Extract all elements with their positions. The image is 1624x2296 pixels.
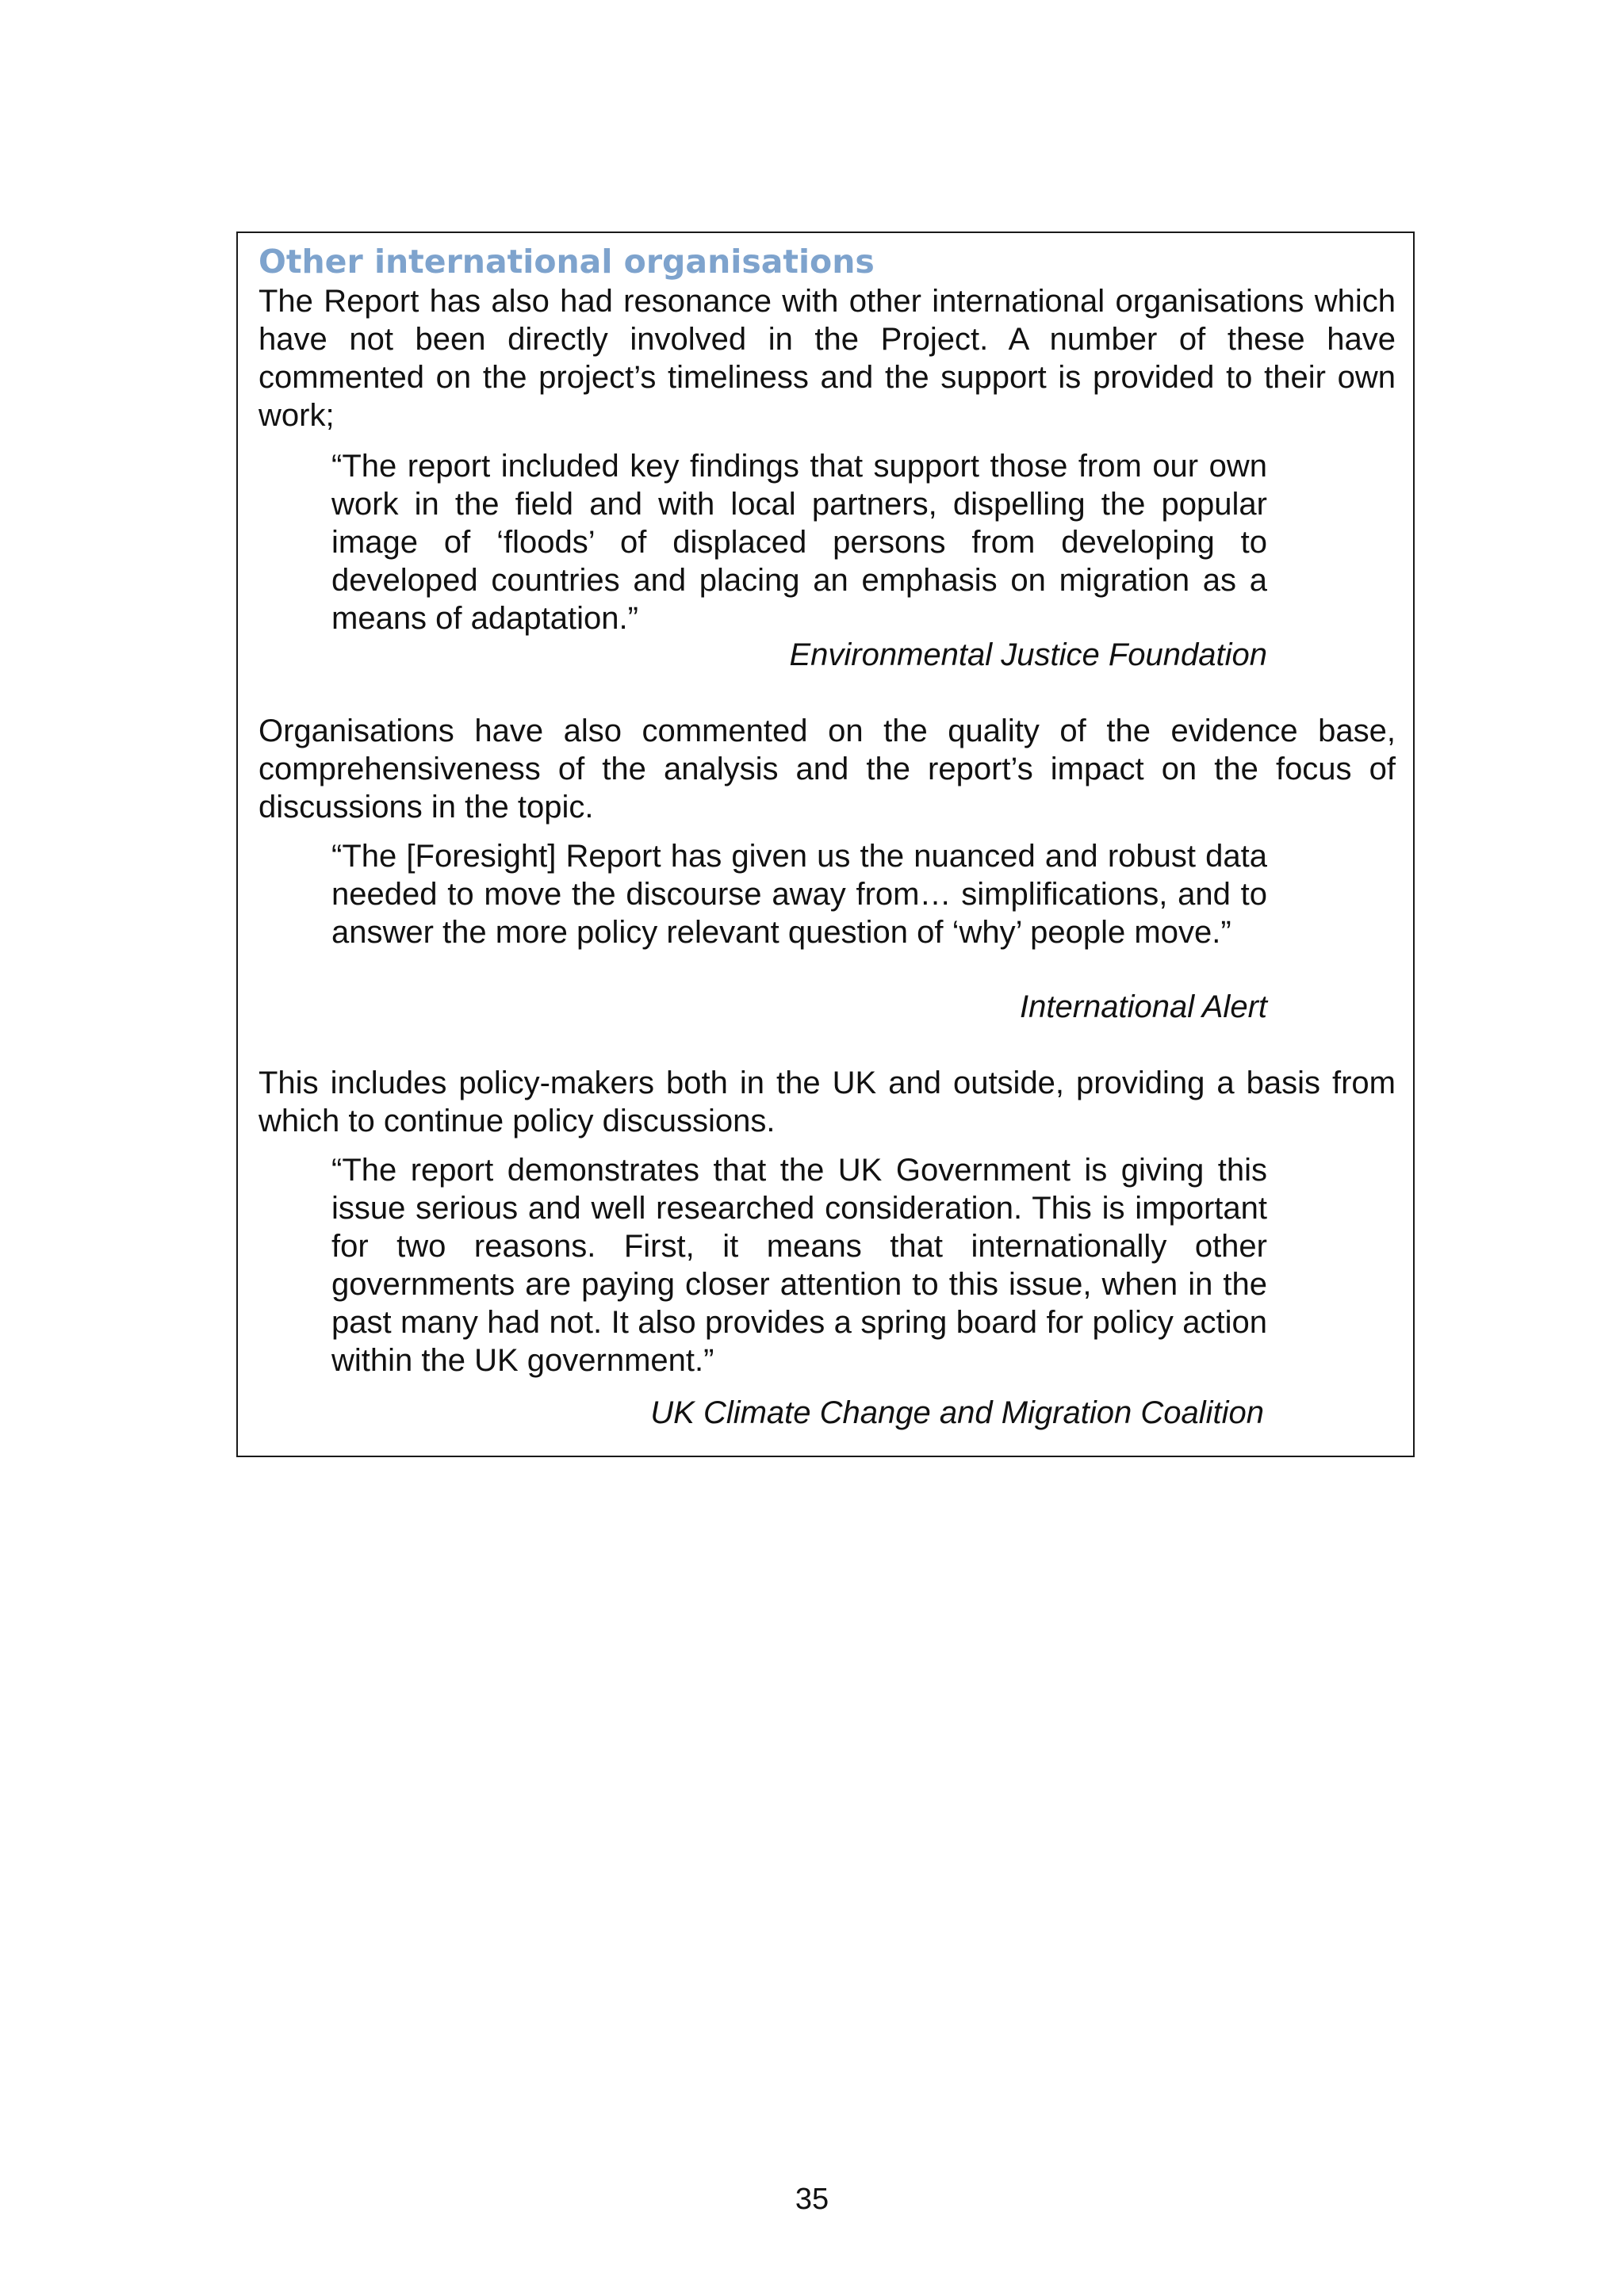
intro-paragraph: The Report has also had resonance with other international organisations which have not been directly involved in the Project. A number of these have commented on the project’s timeliness and the support is provided to their own work; <box>259 284 1396 433</box>
section-heading: Other international organisations <box>259 243 875 281</box>
quote-ukccmc-attribution: UK Climate Change and Migration Coalition <box>650 1395 1264 1430</box>
evidence-paragraph: Organisations have also commented on the quality of the evidence base, comprehensiveness of the analysis and the report’s impact on the focus of discussions in the topic. <box>259 714 1396 825</box>
page-number: 35 <box>795 2183 829 2216</box>
quote-ejf: “The report included key findings that support those from our own work in the field and with local partners, dispelling the popular image of ‘floods’ of displaced persons from developing to developed countries and placing an emphasis on migration as a means of adaptation.” <box>331 449 1267 636</box>
quote-international-alert-attribution: International Alert <box>1019 989 1267 1024</box>
quote-international-alert: “The [Foresight] Report has given us the nuanced and robust data needed to move the discourse away from… simplifications, and to answer the more policy relevant question of ‘why’ people move.” <box>331 839 1267 950</box>
quote-ukccmc: “The report demonstrates that the UK Government is giving this issue serious and well researched consideration. This is important for two reasons. First, it means that internationally other governments are paying closer attention to this issue, when in the past many had not. It also provides a spring board for policy action within the UK government.” <box>331 1153 1267 1378</box>
quote-ejf-attribution: Environmental Justice Foundation <box>789 637 1267 672</box>
policy-makers-paragraph: This includes policy-makers both in the UK and outside, providing a basis from which to continue policy discussions. <box>259 1066 1396 1138</box>
